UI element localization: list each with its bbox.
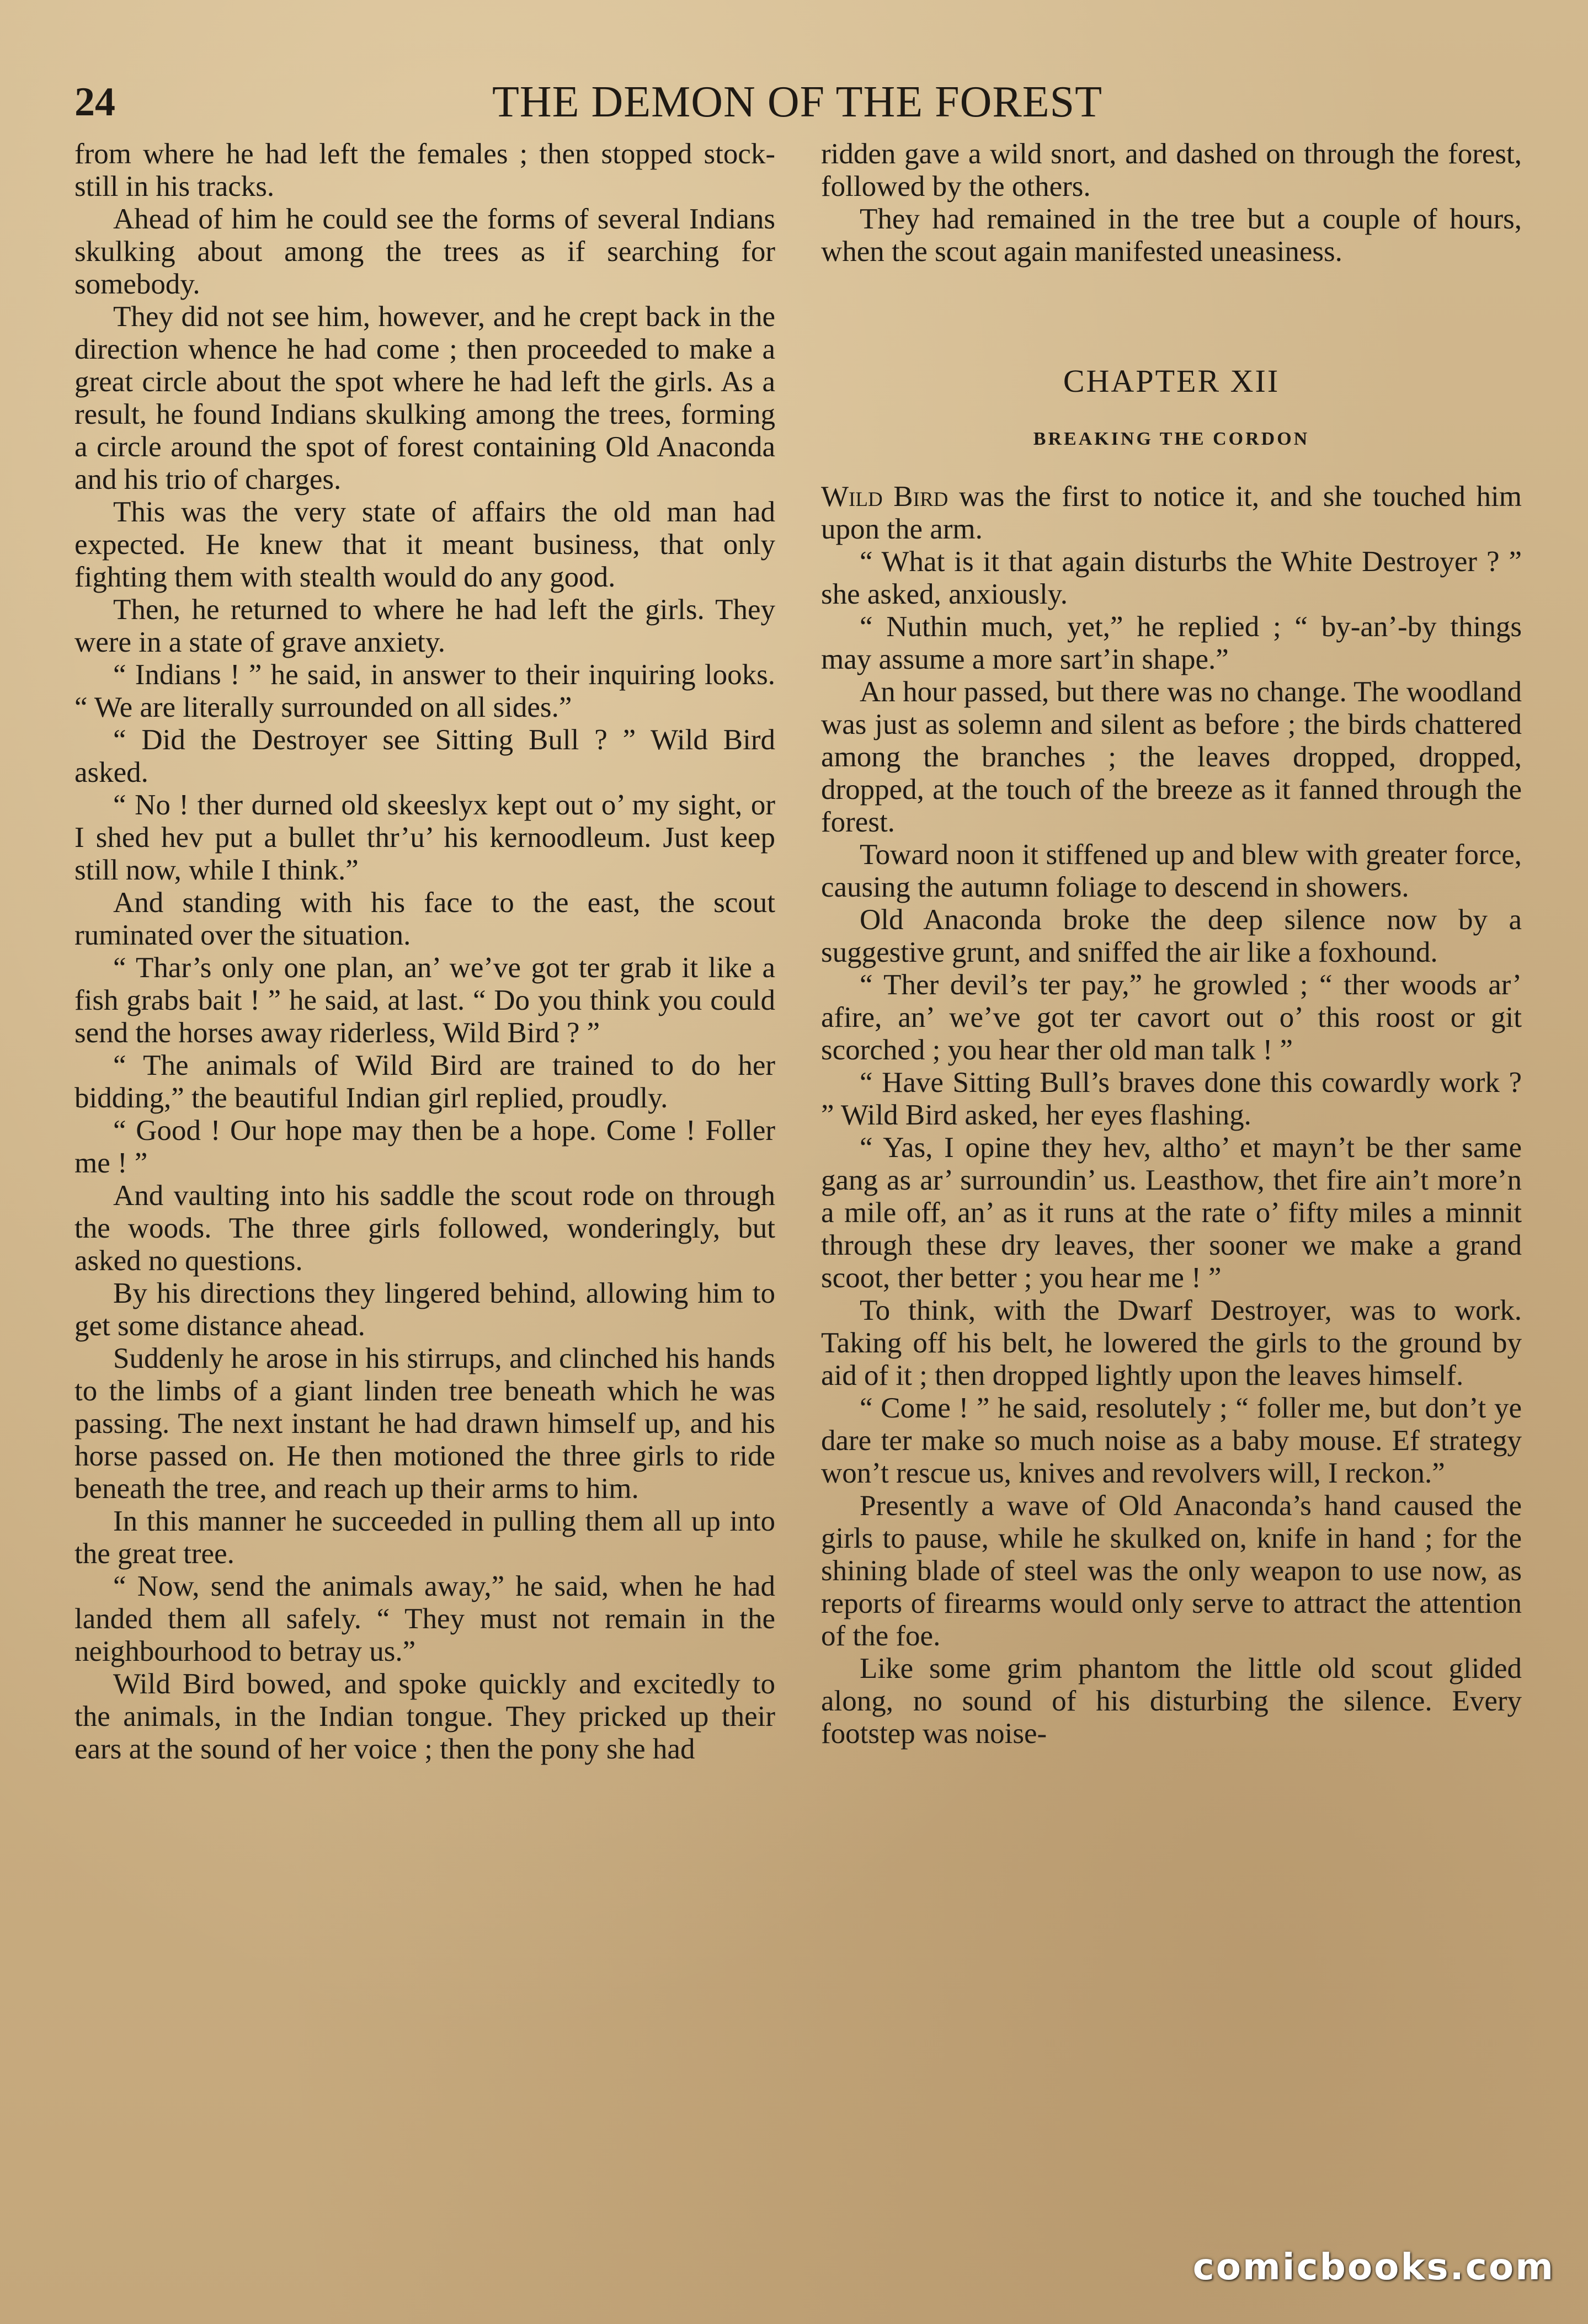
paragraph: This was the very state of affairs the old man had expected. He knew that it meant business, that only fighting them with stealth would do any good. xyxy=(74,496,775,593)
paragraph: from where he had left the females ; then stopped stock-still in his tracks. xyxy=(74,138,775,202)
paragraph: “ Ther devil’s ter pay,” he growled ; “ ther woods ar’ afire, an’ we’ve got ter cavort out o’ this roost or git scorched ; you hear ther old man talk ! ” xyxy=(821,969,1522,1066)
paragraph: Suddenly he arose in his stirrups, and clinched his hands to the limbs of a giant linden tree beneath which he was passing. The next instant he had drawn himself up, and his horse passed on. He then motioned the three girls to ride beneath the tree, and reach up their arms to him. xyxy=(74,1342,775,1505)
paragraph: “ Indians ! ” he said, in answer to their inquiring looks. “ We are literally surrounded on all sides.” xyxy=(74,659,775,723)
paragraph: Toward noon it stiffened up and blew with greater force, causing the autumn foliage to descend in showers. xyxy=(821,839,1522,903)
paragraph: Presently a wave of Old Anaconda’s hand caused the girls to pause, while he skulked on, knife in hand ; for the shining blade of steel was the only weapon to use now, as reports of firearms would only serve to attract the attention of the foe. xyxy=(821,1490,1522,1652)
paragraph: They did not see him, however, and he crept back in the direction whence he had come ; then proceeded to make a great circle about the spot where he had left the girls. As a result, he found Indians skulking among the trees, forming a circle around the spot of forest containing Old Anaconda and his trio of charges. xyxy=(74,301,775,495)
right-column xyxy=(821,138,1522,1750)
paragraph: ridden gave a wild snort, and dashed on through the forest, followed by the others. xyxy=(821,138,1522,202)
chapter-lead-rest: was the first to notice it, and she touched him upon the arm. xyxy=(821,481,1522,545)
chapter-lead-words: Wild Bird xyxy=(821,481,948,513)
paragraph: By his directions they lingered behind, allowing him to get some distance ahead. xyxy=(74,1277,775,1342)
chapter-opening-paragraph xyxy=(821,481,1522,546)
paragraph: “ Good ! Our hope may then be a hope. Come ! Foller me ! ” xyxy=(74,1115,775,1179)
paragraph: “ Did the Destroyer see Sitting Bull ? ” Wild Bird asked. xyxy=(74,724,775,788)
page-header xyxy=(74,72,1520,132)
paragraph: “ Yas, I opine they hev, altho’ et mayn’t be ther same gang as ar’ surroundin’ us. Leasthow, thet fire ain’t more’n a mile off, an’ as it runs at the rate o’ fifty miles a minnit through these dry leaves, ther sooner we make a grand scoot, ther better ; you hear me ! ” xyxy=(821,1132,1522,1294)
paragraph: Then, he returned to where he had left the girls. They were in a state of grave anxiety. xyxy=(74,594,775,658)
paragraph: Wild Bird bowed, and spoke quickly and excitedly to the animals, in the Indian tongue. They pricked up their ears at the sound of her voice ; then the pony she had xyxy=(74,1668,775,1765)
paragraph: And standing with his face to the east, the scout ruminated over the situation. xyxy=(74,887,775,951)
paragraph: They had remained in the tree but a couple of hours, when the scout again manifested uneasiness. xyxy=(821,203,1522,268)
paragraph: Old Anaconda broke the deep silence now by a suggestive grunt, and sniffed the air like a foxhound. xyxy=(821,904,1522,968)
running-title: THE DEMON OF THE FOREST xyxy=(492,78,1102,126)
paragraph: “ Thar’s only one plan, an’ we’ve got ter grab it like a fish grabs bait ! ” he said, at last. “ Do you think you could send the horses away riderless, Wild Bird ? ” xyxy=(74,952,775,1049)
paragraph: “ What is it that again disturbs the White Destroyer ? ” she asked, anxiously. xyxy=(821,546,1522,610)
paragraph: In this manner he succeeded in pulling them all up into the great tree. xyxy=(74,1505,775,1570)
page-number: 24 xyxy=(74,79,115,125)
paragraph: “ Come ! ” he said, resolutely ; “ foller me, but don’t ye dare ter make so much noise as a baby mouse. Ef strategy won’t rescue us, knives and revolvers will, I reckon.” xyxy=(821,1392,1522,1489)
left-column xyxy=(74,138,775,1766)
chapter-subheading: BREAKING THE CORDON xyxy=(1033,429,1310,449)
paragraph: “ Now, send the animals away,” he said, when he had landed them all safely. “ They must not remain in the neighbourhood to betray us.” xyxy=(74,1570,775,1667)
paragraph: “ Nuthin much, yet,” he replied ; “ by-an’-by things may assume a more sart’in shape.” xyxy=(821,611,1522,675)
source-watermark: comicbooks.com xyxy=(1192,2246,1555,2288)
paragraph: “ No ! ther durned old skeeslyx kept out o’ my sight, or I shed hev put a bullet thr’u’ his kernoodleum. Just keep still now, while I think.” xyxy=(74,789,775,886)
paragraph: To think, with the Dwarf Destroyer, was to work. Taking off his belt, he lowered the girls to the ground by aid of it ; then dropped lightly upon the leaves himself. xyxy=(821,1294,1522,1392)
paragraph: “ Have Sitting Bull’s braves done this cowardly work ? ” Wild Bird asked, her eyes flashing. xyxy=(821,1067,1522,1131)
chapter-heading: CHAPTER XII xyxy=(1063,363,1280,399)
paragraph: Like some grim phantom the little old scout glided along, no sound of his disturbing the silence. Every footstep was noise- xyxy=(821,1653,1522,1750)
paragraph: Ahead of him he could see the forms of several Indians skulking about among the trees as if searching for somebody. xyxy=(74,203,775,300)
paragraph: “ The animals of Wild Bird are trained to do her bidding,” the beautiful Indian girl replied, proudly. xyxy=(74,1049,775,1114)
paragraph: An hour passed, but there was no change. The woodland was just as solemn and silent as before ; the birds chattered among the branches ; the leaves dropped, dropped, dropped, at the touch of the breeze as it fanned through the forest. xyxy=(821,676,1522,838)
paragraph: And vaulting into his saddle the scout rode on through the woods. The three girls followed, wonderingly, but asked no questions. xyxy=(74,1180,775,1277)
